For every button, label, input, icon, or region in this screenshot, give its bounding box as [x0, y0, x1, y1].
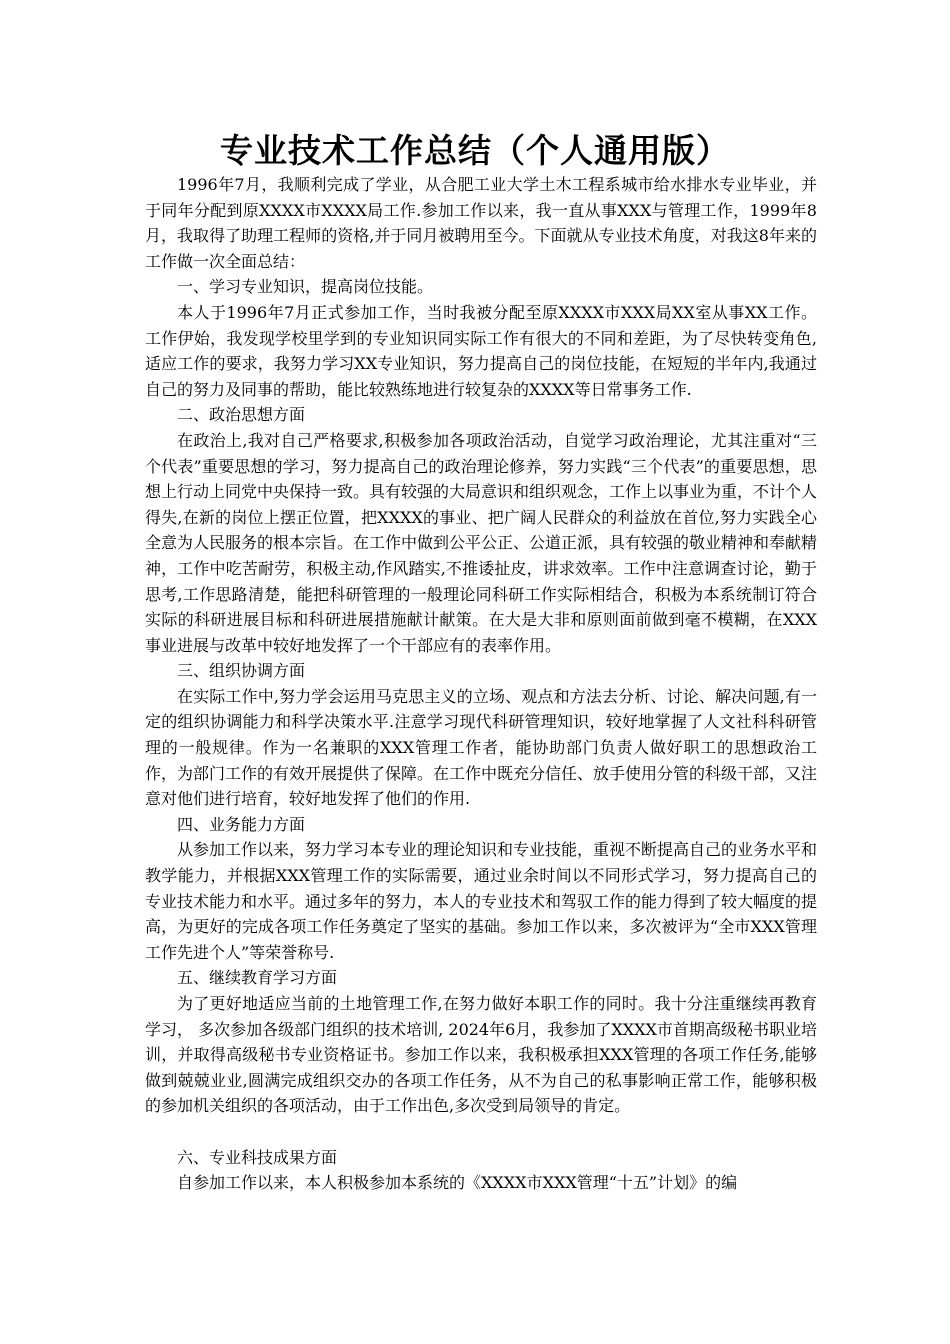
section-body-6: 自参加工作以来，本人积极参加本系统的《XXXX市XXX管理“十五”计划》的编	[177, 1173, 738, 1193]
document-body	[145, 172, 817, 1196]
section-body-1: 本人于1996年7月正式参加工作，当时我被分配至原XXXX市XXX局XX室从事XX工作。工作伊始，我发现学校里学到的专业知识同实际工作有很大的不同和差距，为了尽快转变角色,适应工作的要求，我努力学习XX专业知识，努力提高自己的岗位技能，在短短的半年内,我通过自己的努力及同事的帮助，能比较熟练地进行较复杂的XXXX等日常事务工作.	[145, 302, 817, 399]
section-heading-3: 三、组织协调方面	[177, 661, 306, 681]
intro-paragraph: 1996年7月，我顺利完成了学业，从合肥工业大学土木工程系城市给水排水专业毕业，并于同年分配到原XXXX市XXXX局工作.参加工作以来，我一直从事XXX与管理工作，1999年8月，我取得了助理工程师的资格,并于同月被聘用至今。下面就从专业技术角度，对我这8年来的工作做一次全面总结：	[145, 175, 817, 271]
section-body-2: 在政治上,我对自己严格要求,积极参加各项政治活动，自觉学习政治理论，尤其注重对“三个代表”重要思想的学习，努力提高自己的政治理论修养，努力实践“三个代表”的重要思想，思想上行动上同党中央保持一致。具有较强的大局意识和组织观念，工作上以事业为重，不计个人得失,在新的岗位上摆正位置，把XXXX的事业、把广阔人民群众的利益放在首位,努力实践全心全意为人民服务的根本宗旨。在工作中做到公平公正、公道正派，具有较强的敬业精神和奉献精神，工作中吃苦耐劳，积极主动,作风踏实,不推诿扯皮，讲求效率。工作中注意调查讨论，勤于思考,工作思路清楚，能把科研管理的一般理论同科研工作实际相结合，积极为本系统制订符合实际的科研进展目标和科研进展措施献计献策。在大是大非和原则面前做到毫不模糊，在XXX事业进展与改革中较好地发挥了一个干部应有的表率作用。	[145, 430, 818, 655]
document-title: 专业技术工作总结（个人通用版）	[220, 131, 730, 170]
section-heading-4: 四、业务能力方面	[177, 814, 306, 834]
section-body-4: 从参加工作以来，努力学习本专业的理论知识和专业技能，重视不断提高自己的业务水平和教学能力，并根据XXX管理工作的实际需要，通过业余时间以不同形式学习，努力提高自己的专业技术能力和水平。通过多年的努力，本人的专业技术和驾驭工作的能力得到了较大幅度的提高，为更好的完成各项工作任务奠定了坚实的基础。参加工作以来，多次被评为“全市XXX管理工作先进个人”等荣誉称号.	[145, 840, 818, 962]
section-heading-1: 一、学习专业知识，提高岗位技能。	[177, 277, 434, 297]
section-body-5: 为了更好地适应当前的土地管理工作,在努力做好本职工作的同时。我十分注重继续再教育学习， 多次参加各级部门组织的技术培训, 2024年6月，我参加了XXXX市首期高级秘书职业培训，并取得高级秘书专业资格证书。参加工作以来，我积极承担XXX管理的各项工作任务,能够做到兢兢业业,圆满完成组织交办的各项工作任务，从不为自己的私事影响正常工作，能够积极的参加机关组织的各项活动，由于工作出色,多次受到局领导的肯定。	[145, 994, 817, 1116]
section-heading-5: 五、继续教育学习方面	[177, 968, 338, 988]
section-body-3: 在实际工作中,努力学会运用马克思主义的立场、观点和方法去分析、讨论、解决问题,有一定的组织协调能力和科学决策水平.注意学习现代科研管理知识，较好地掌握了人文社科科研管理的一般规律。作为一名兼职的XXX管理工作者，能协助部门负责人做好职工的思想政治工作，为部门工作的有效开展提供了保障。在工作中既充分信任、放手使用分管的科级干部，又注意对他们进行培育，较好地发挥了他们的作用.	[145, 686, 818, 809]
section-heading-2: 二、政治思想方面	[177, 405, 306, 425]
paragraph-spacer	[145, 1119, 817, 1145]
section-heading-6: 六、专业科技成果方面	[177, 1147, 338, 1167]
